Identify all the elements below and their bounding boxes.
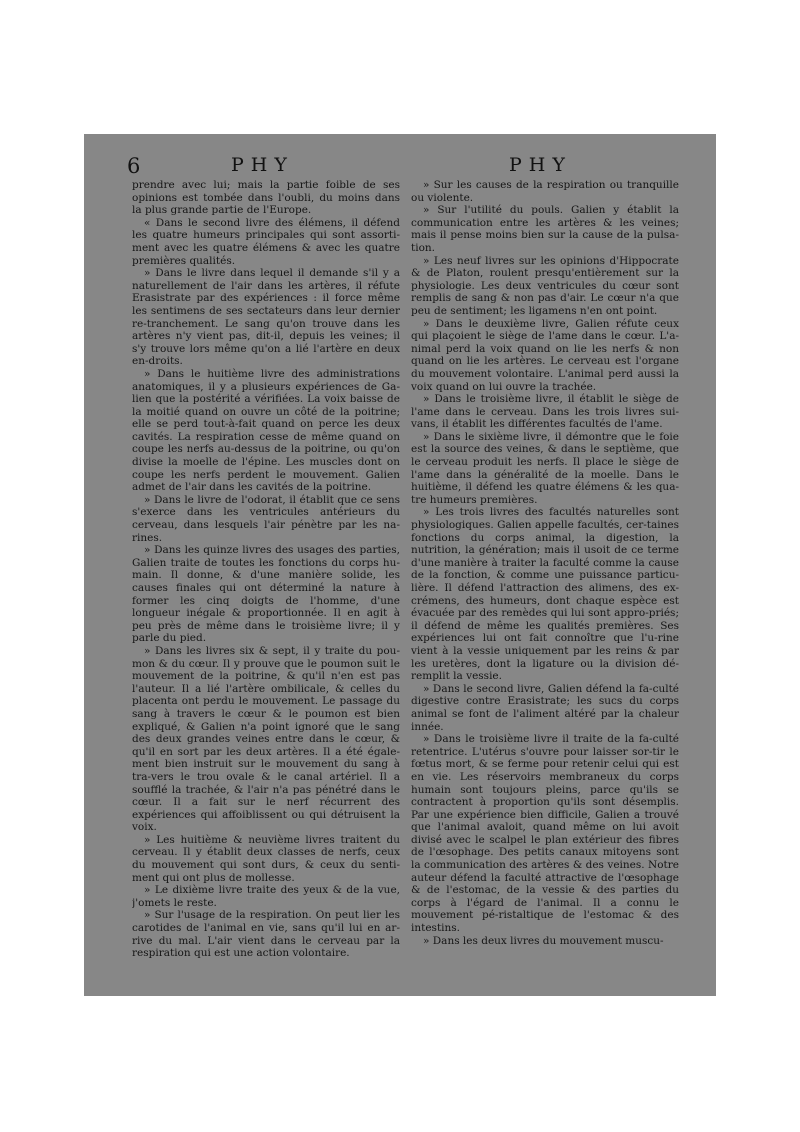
paragraph: prendre avec lui; mais la partie foible de ses opinions est tombée dans l'oubli, du moins dans la plus grande partie de l'Europe.	[132, 179, 400, 217]
paragraph: » Dans les deux livres du mouvement muscu-	[423, 934, 664, 947]
paragraph: » Dans le deuxième livre, Galien réfute ceux qui plaçoient le siège de l'ame dans le cœur. L'a-nimal perd la voix quand on lie les nerfs & non quand on lie les artères. Le cerveau est l'organe du mouvement volontaire. L'animal perd aussi la voix quand on lui ouvre la trachée.	[411, 317, 679, 393]
paragraph: » Dans le troisième livre il traite de la fa-culté retentrice. L'utérus s'ouvre pour laisser sor-tir le fœtus mort, & se ferme pour retenir celui qui est en vie. Les réservoirs membraneux du corps humain sont toujours pleins, parce qu'ils se contractent à proportion qu'ils sont désemplis. Par une expérience bien difficile, Galien a trouvé que l'animal avaloit, quand même on lui avoit divisé avec le scalpel le plan extérieur des fibres de l'œsophage. Des petits canaux mitoyens sont la communication des artères & des veines. Notre auteur défend la faculté attractive de l'œsophage & de l'estomac, de la vessie & des parties du corps à l'égard de l'animal. Il a connu le mouvement pé-ristaltique de l'estomac & des intestins.	[411, 733, 679, 935]
paragraph: » Le dixième livre traite des yeux & de la vue, j'omets le reste.	[132, 884, 400, 909]
book-page	[84, 134, 716, 996]
paragraph: « Dans le second livre des élémens, il défend les quatre humeurs principales qui sont assorti-ment avec les quatre élémens & avec les quatre premières qualités.	[132, 216, 400, 267]
paragraph: » Dans les quinze livres des usages des parties, Galien traite de toutes les fonctions du corps hu-main. Il donne, & d'une manière solide, les causes finales qui ont déterminé la nature à former les cinq doigts de l'homme, d'une longueur inégale & proportionnée. Il en agit à peu près de même dans le troisième livre; il y parle du pied.	[132, 544, 400, 645]
paragraph: » Les huitième & neuvième livres traitent du cerveau. Il y établit deux classes de nerfs, ceux du mouvement qui sont durs, & ceux du senti-ment qui ont plus de mollesse.	[132, 833, 400, 884]
paragraph: » Dans le huitième livre des administrations anatomiques, il y a plusieurs expériences de Ga-lien que la postérité a vérifiées. La voix baisse de la moitié quand on ouvre un côté de la poitrine; elle se perd tout-à-fait quand on perce les deux cavités. La respiration cesse de même quand on coupe les nerfs au-dessus de la poitrine, ou qu'on divise la moelle de l'épine. Les muscles dont on coupe les nerfs perdent le mouvement. Galien admet de l'air dans les cavités de la poitrine.	[132, 367, 400, 494]
paragraph: » Sur les causes de la respiration ou tranquille ou violente.	[411, 179, 679, 204]
paragraph: » Dans le troisième livre, il établit le siège de l'ame dans le cerveau. Dans les trois livres sui-vans, il établit les différentes facultés de l'ame.	[411, 393, 679, 431]
left-column	[132, 179, 400, 979]
paragraph: » Les trois livres des facultés naturelles sont physiologiques. Galien appelle facultés, cer-taines fonctions du corps animal, la digestion, la nutrition, la génération; mais il usoit de ce terme d'une manière à traiter la faculté comme la cause de la fonction, & comme une puissance particu-lière. Il défend l'attraction des alimens, des ex-crémens, des humeurs, dont chaque espèce est évacuée par des remèdes qui lui sont appro-priés; il défend de même les qualités premières. Ses expériences lui ont fait connoître que l'u-rine vient à la vessie uniquement par les reins & par les uretères, dont la ligature ou la division dé-remplit la vessie.	[411, 506, 679, 683]
running-head-right: PHY	[509, 154, 572, 176]
page-number: 6	[127, 154, 141, 178]
paragraph: » Dans le sixième livre, il démontre que le foie est la source des veines, & dans le septième, que le cerveau produit les nerfs. Il place le siège de l'ame dans la généralité de la moelle. Dans le huitième, il défend les quatre élémens & les qua-tre humeurs premières.	[411, 430, 679, 506]
paragraph: » Dans le livre de l'odorat, il établit que ce sens s'exerce dans les ventricules antérieurs du cerveau, dans lesquels l'air pénètre par les na-rines.	[132, 493, 400, 544]
running-head-left: PHY	[231, 154, 294, 176]
paragraph: » Dans le second livre, Galien défend la fa-culté digestive contre Erasistrate; les sucs du corps animal se font de l'aliment altéré par la chaleur innée.	[411, 682, 679, 733]
paragraph: » Dans le livre dans lequel il demande s'il y a naturellement de l'air dans les artères, il réfute Erasistrate par des expériences : il force même les sentimens de ses sectateurs dans leur dernier re-tranchement. Le sang qu'on trouve dans les artères n'y vient pas, dit-il, depuis les veines; il s'y trouve lors même qu'on a lié l'artère en deux en-droits.	[132, 267, 400, 368]
paragraph: » Dans les livres six & sept, il y traite du pou-mon & du cœur. Il y prouve que le poumon suit le mouvement de la poitrine, & qu'il n'en est pas l'auteur. Il a lié l'artère ombilicale, & celles du placenta ont perdu le mouvement. Le passage du sang à travers le cœur & le poumon est bien expliqué, & Galien n'a point ignoré que le sang des deux grandes veines entre dans le cœur, & qu'il en sort par les deux artères. Il a été égale-ment bien instruit sur le mouvement du sang à tra-vers le trou ovale & le canal artériel. Il a soufflé la trachée, & l'air n'a pas pénétré dans le cœur. Il a fait sur le nerf récurrent des expériences qui affoiblissent ou qui détruisent la voix.	[132, 644, 400, 834]
paragraph: » Sur l'utilité du pouls. Galien y établit la communication entre les artères & les veines; mais il pense moins bien sur la cause de la pulsa-tion.	[411, 204, 679, 254]
paragraph: » Sur l'usage de la respiration. On peut lier les carotides de l'animal en vie, sans qu'il lui en ar-rive du mal. L'air vient dans le cerveau par la respiration qui est une action volontaire.	[132, 909, 400, 960]
paragraph: » Les neuf livres sur les opinions d'Hippocrate & de Platon, roulent presqu'entièrement sur la physiologie. Les deux ventricules du cœur sont remplis de sang & non pas d'air. Le cœur n'a que peu de sentiment; les ligamens n'en ont point.	[411, 254, 679, 317]
right-column	[411, 179, 679, 979]
